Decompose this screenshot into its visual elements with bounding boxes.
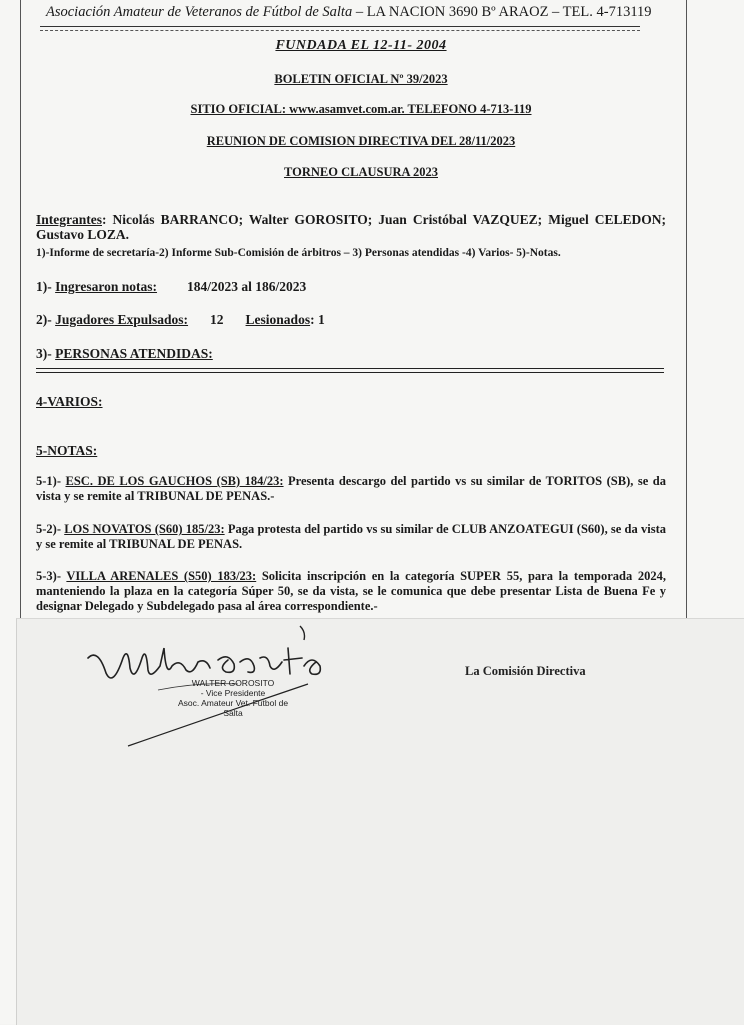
header-divider (40, 26, 640, 27)
item-1-value: 184/2023 al 186/2023 (187, 279, 307, 294)
members-names: : Nicolás BARRANCO; Walter GOROSITO; Juan Cristóbal VAZQUEZ; Miguel CELEDON; Gustavo LOZA. (36, 212, 666, 242)
injured-label: Lesionados (245, 312, 311, 327)
left-border-line (20, 0, 21, 618)
note-num: 5-3)- (36, 569, 67, 583)
note-ref: LOS NOVATOS (S60) 185/23: (64, 522, 225, 536)
signer-name: WALTER GOROSITO (191, 678, 275, 688)
note-text: Solicita inscripción en la categoría SUPER 55, para la temporada 2024, manteniendo la plaza en la categoría Súper 50, se da vista, se le comunica que debe presentar Lista de Buena Fe y designar Delegado y Subdelegado pasa al área correspondiente.- (36, 569, 666, 613)
note-5-1 (36, 474, 666, 504)
members-paragraph (36, 212, 666, 242)
expelled-label: Jugadores Expulsados: (55, 312, 189, 327)
item-3-num: 3)- (36, 346, 56, 361)
signer-assoc: Asoc. Amateur Vet. Futbol de Salta (177, 698, 289, 718)
item-3 (36, 346, 666, 361)
meeting-title: REUNION DE COMISION DIRECTIVA DEL 28/11/2023 (206, 134, 516, 148)
note-ref: VILLA ARENALES (S50) 183/23: (66, 569, 257, 583)
item-2 (36, 312, 666, 327)
note-num: 5-2)- (36, 522, 65, 536)
item-1-label: Ingresaron notas: (55, 279, 158, 294)
agenda-line: 1)-Informe de secretaría-2) Informe Sub-Comisión de árbitros – 3) Personas atendidas -4) Varios- 5)-Notas. (36, 247, 561, 259)
members-label: Integrantes (36, 212, 102, 227)
item-2-num: 2)- (36, 312, 56, 327)
signature-stamp (168, 678, 298, 718)
note-5-3 (36, 569, 666, 614)
item-3-label: PERSONAS ATENDIDAS: (55, 346, 213, 361)
note-num: 5-1)- (36, 474, 66, 488)
note-text: Presenta descargo del partido vs su similar de TORITOS (SB), se da vista y se remite al TRIBUNAL DE PENAS.- (36, 474, 666, 503)
item-5-label: 5-NOTAS: (36, 443, 98, 458)
item-4-label: 4-VARIOS: (36, 394, 103, 409)
tournament-title: TORNEO CLAUSURA 2023 (284, 165, 438, 179)
letterhead-address: – LA NACION 3690 Bº ARAOZ – TEL. 4-713119 (352, 4, 652, 20)
note-text: Paga protesta del partido vs su similar de CLUB ANZOATEGUI (S60), se da vista y se remite al TRIBUNAL DE PENAS. (36, 522, 666, 551)
item-1 (36, 279, 666, 294)
letterhead-org: Asociación Amateur de Veteranos de Fútbol de Salta (46, 4, 353, 20)
signer-role: - Vice Presidente (200, 688, 266, 698)
header-divider-dashed (40, 30, 640, 31)
commission-signature-label: La Comisión Directiva (465, 664, 586, 678)
letterhead (46, 4, 696, 21)
injured-count: : 1 (310, 312, 325, 327)
official-site: SITIO OFICIAL: www.asamvet.com.ar. TELEFONO 4-713-119 (190, 102, 532, 116)
note-ref: ESC. DE LOS GAUCHOS (SB) 184/23: (65, 474, 284, 488)
double-rule (36, 368, 664, 373)
expelled-count: 12 (210, 312, 224, 327)
right-border-line (686, 0, 687, 618)
item-1-num: 1)- (36, 279, 56, 294)
bulletin-title: BOLETIN OFICIAL Nº 39/2023 (274, 72, 448, 86)
note-5-2 (36, 522, 666, 552)
founded-title: FUNDADA EL 12-11- 2004 (275, 38, 447, 53)
